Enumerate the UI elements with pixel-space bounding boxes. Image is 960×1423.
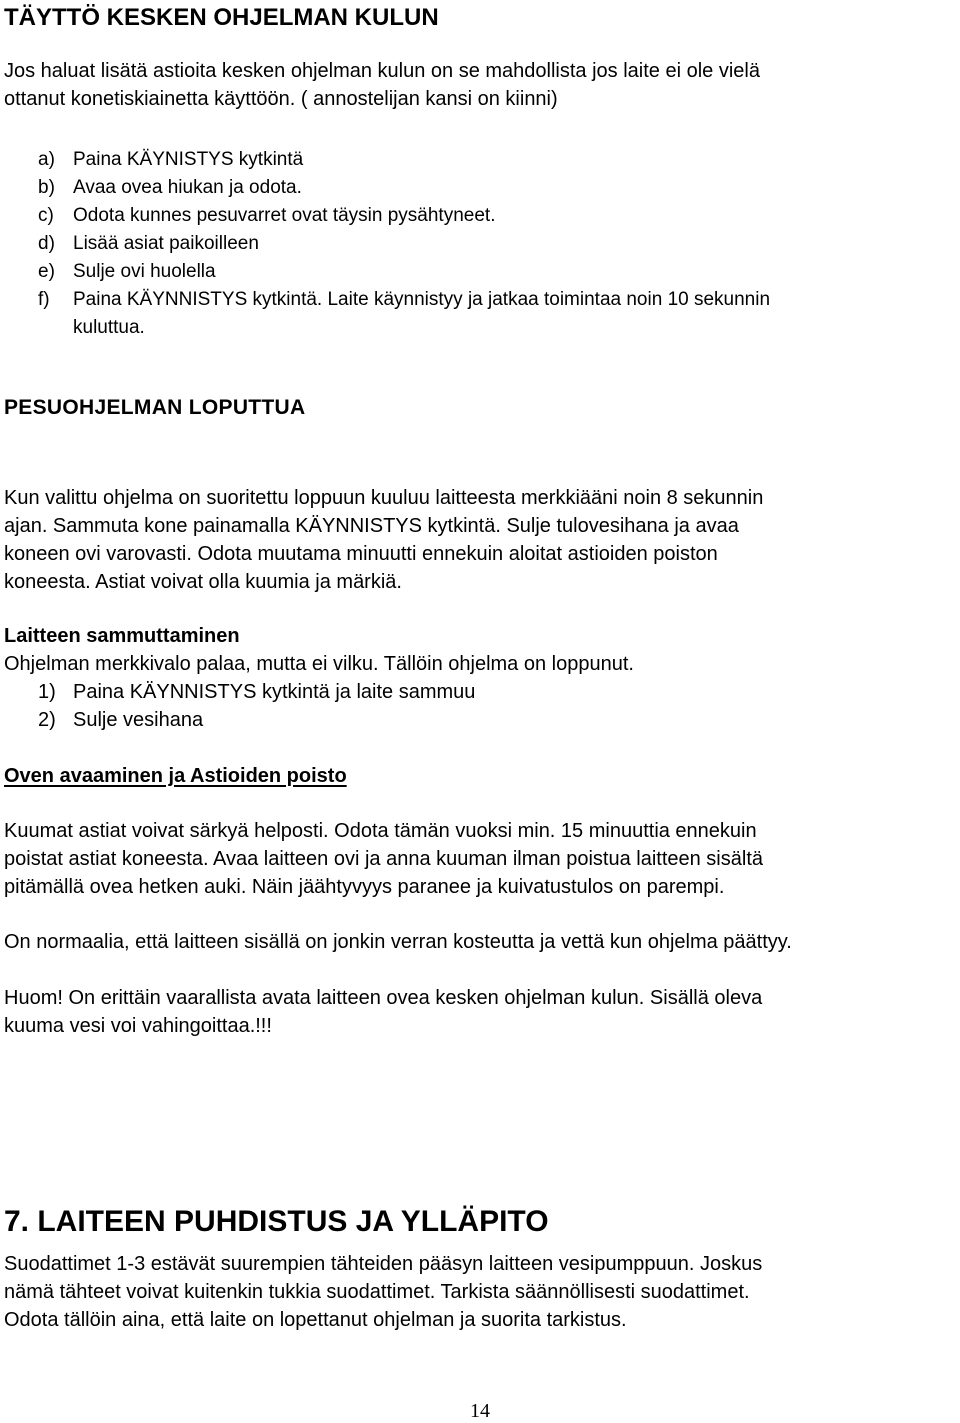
list-marker: c) — [38, 205, 54, 226]
heading-door-unload: Oven avaaminen ja Astioiden poisto — [4, 765, 347, 787]
paragraph-line: Huom! On erittäin vaarallista avata laitteen ovea kesken ohjelman kulun. Sisällä oleva — [4, 987, 763, 1009]
list-item — [38, 678, 475, 706]
list-item-text: Paina KÄYNISTYS kytkintä — [73, 149, 304, 170]
list-item-text: Paina KÄYNNISTYS kytkintä. Laite käynnistyy ja jatkaa toimintaa noin 10 sekunnin — [73, 289, 771, 310]
heading-program-end: PESUOHJELMAN LOPUTTUA — [4, 396, 306, 419]
list-item — [38, 174, 770, 202]
pause-steps-list — [38, 146, 770, 342]
list-marker: 1) — [38, 681, 56, 703]
paragraph-line: Suodattimet 1-3 estävät suurempien tähteiden pääsyn laitteen vesipumppuun. Joskus — [4, 1253, 763, 1275]
list-item-text: Sulje vesihana — [73, 709, 204, 731]
heading-cleaning: 7. LAITEEN PUHDISTUS JA YLLÄPITO — [4, 1205, 549, 1238]
heading-shutdown: Laitteen sammuttaminen — [4, 625, 240, 647]
shutdown-steps-list — [38, 678, 475, 734]
list-item-text: Sulje ovi huolella — [73, 261, 216, 282]
list-item — [38, 258, 770, 286]
paragraph-line: kuuma vesi voi vahingoittaa.!!! — [4, 1015, 272, 1037]
list-item — [38, 202, 770, 230]
page-number: 14 — [470, 1400, 490, 1422]
pause-intro-line: Jos haluat lisätä astioita kesken ohjelman kulun on se mahdollista jos laite ei ole vielä — [4, 60, 760, 82]
program-end-paragraph — [4, 484, 763, 596]
pause-intro — [4, 57, 760, 113]
list-item — [38, 286, 770, 342]
cleaning-paragraph — [4, 1250, 762, 1334]
paragraph-line: Odota tällöin aina, että laite on lopettanut ohjelman ja suorita tarkistus. — [4, 1309, 627, 1331]
list-marker: d) — [38, 233, 55, 254]
list-marker: 2) — [38, 709, 56, 731]
paragraph-line: poistat astiat koneesta. Avaa laitteen ovi ja anna kuuman ilman poistua laitteen sisältä — [4, 848, 763, 870]
paragraph-line: nämä tähteet voivat kuitenkin tukkia suodattimet. Tarkista säännöllisesti suodattimet. — [4, 1281, 750, 1303]
shutdown-intro: Ohjelman merkkivalo palaa, mutta ei vilku. Tällöin ohjelma on loppunut. — [4, 653, 634, 675]
warning-paragraph — [4, 984, 762, 1040]
paragraph-line: pitämällä ovea hetken auki. Näin jäähtyvyys paranee ja kuivatustulos on parempi. — [4, 876, 725, 898]
list-item — [38, 230, 770, 258]
list-marker: a) — [38, 149, 55, 170]
list-item-text: Odota kunnes pesuvarret ovat täysin pysähtyneet. — [73, 205, 496, 226]
paragraph-line: Kun valittu ohjelma on suoritettu loppuun kuuluu laitteesta merkkiääni noin 8 sekunnin — [4, 487, 764, 509]
list-item-text: Lisää asiat paikoilleen — [73, 233, 259, 254]
moisture-note: On normaalia, että laitteen sisällä on jonkin verran kosteutta ja vettä kun ohjelma päättyy. — [4, 931, 792, 953]
list-item — [38, 706, 475, 734]
list-marker: f) — [38, 289, 50, 310]
unload-paragraph — [4, 817, 763, 901]
list-item-text: Avaa ovea hiukan ja odota. — [73, 177, 302, 198]
heading-pause-filling: TÄYTTÖ KESKEN OHJELMAN KULUN — [4, 4, 439, 31]
paragraph-line: Kuumat astiat voivat särkyä helposti. Odota tämän vuoksi min. 15 minuuttia ennekuin — [4, 820, 757, 842]
list-item-continuation: kuluttua. — [73, 317, 145, 338]
paragraph-line: koneesta. Astiat voivat olla kuumia ja märkiä. — [4, 571, 402, 593]
list-marker: e) — [38, 261, 55, 282]
list-marker: b) — [38, 177, 55, 198]
list-item — [38, 146, 770, 174]
paragraph-line: ajan. Sammuta kone painamalla KÄYNNISTYS kytkintä. Sulje tulovesihana ja avaa — [4, 515, 739, 537]
paragraph-line: koneen ovi varovasti. Odota muutama minuutti ennekuin aloitat astioiden poiston — [4, 543, 718, 565]
pause-intro-line: ottanut konetiskiainetta käyttöön. ( annostelijan kansi on kiinni) — [4, 88, 558, 110]
list-item-text: Paina KÄYNNISTYS kytkintä ja laite sammuu — [73, 681, 476, 703]
